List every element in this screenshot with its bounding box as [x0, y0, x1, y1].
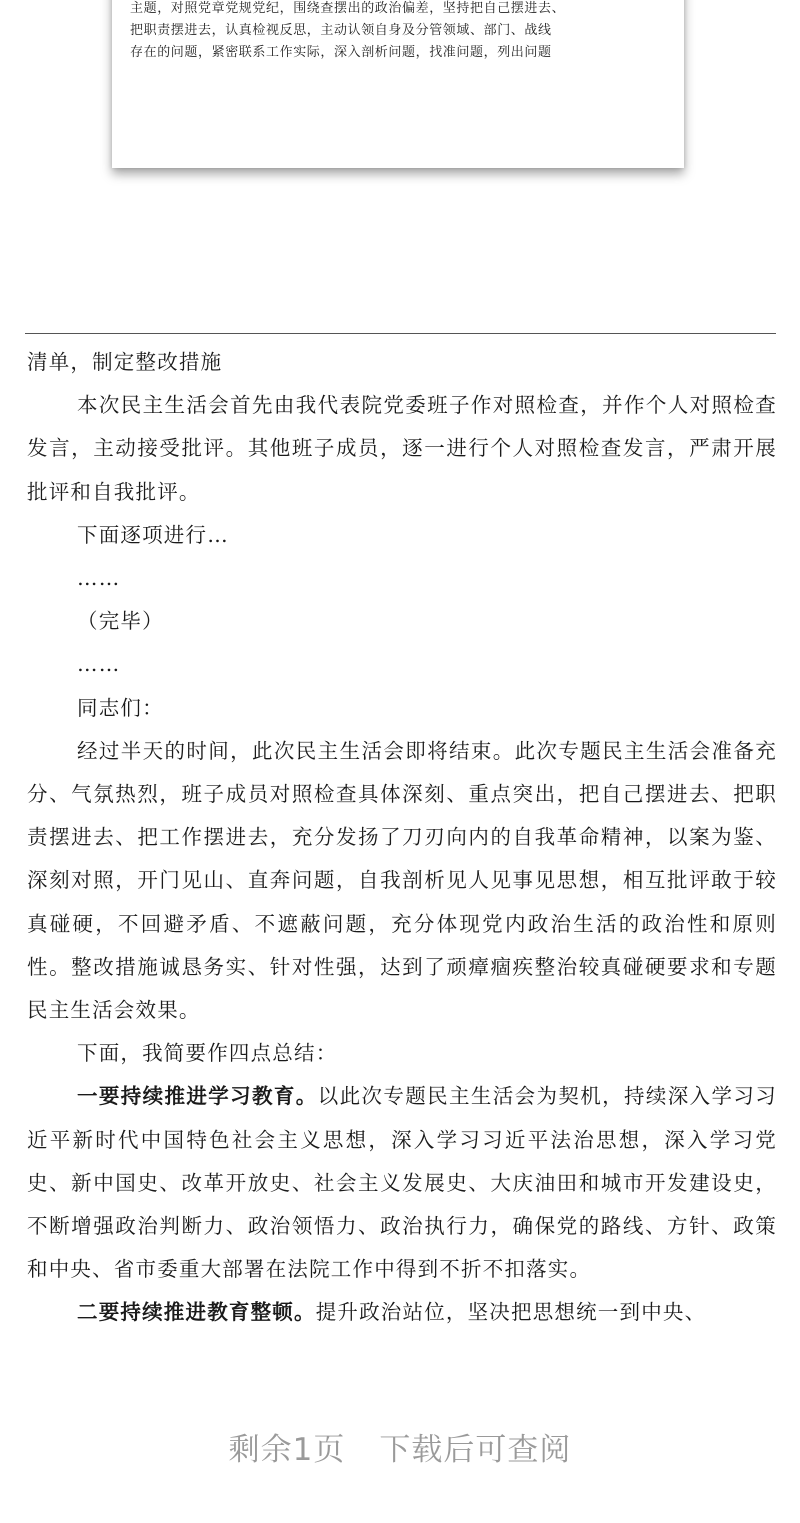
paragraph-text: 以此次专题民主生活会为契机，持续深入学习习近平新时代中国特色社会主义思想，深入学习习近平法治思想，深入学习党史、新中国史、改革开放史、社会主义发展史、大庆油田和城市开发建设史，不断增强政治判断力、政治领悟力、政治执行力，确保党的路线、方针、政策和中央、省市委重大部署在法院工作中得到不折不扣落实。: [27, 1084, 777, 1282]
paragraph: ……: [77, 652, 121, 677]
download-hint-label: 下载后可查阅: [379, 1432, 572, 1468]
preview-card: [112, 0, 684, 168]
paragraph-text: 提升政治站位，坚决把思想统一到中央、: [315, 1300, 707, 1325]
paragraph: 经过半天的时间，此次民主生活会即将结束。此次专题民主生活会准备充分、气氛热烈，班子成员对照检查具体深刻、重点突出，把自己摆进去、把职责摆进去、把工作摆进去，充分发扬了刀刃向内的自我革命精神，以案为鉴、深刻对照，开门见山、直奔问题，自我剖析见人见事见思想，相互批评敢于较真碰硬，不回避矛盾、不遮蔽问题，充分体现党内政治生活的政治性和原则性。整改措施诚恳务实、针对性强，达到了顽瘴痼疾整治较真碰硬要求和专题民主生活会效果。: [27, 738, 777, 1023]
preview-line: 主题，对照党章党规党纪，围绕查摆出的政治偏差，坚持把自己摆进去、: [130, 1, 566, 16]
preview-line: 存在的问题，紧密联系工作实际，深入剖析问题，找准问题，列出问题: [130, 45, 552, 60]
paragraph: [27, 1075, 777, 1291]
section-heading: 一要持续推进学习教育。: [77, 1084, 318, 1109]
download-prompt[interactable]: [0, 1424, 800, 1469]
remaining-pages-label: 剩余1页: [228, 1432, 346, 1468]
paragraph: 本次民主生活会首先由我代表院党委班子作对照检查，并作个人对照检查发言，主动接受批评。其他班子成员，逐一进行个人对照检查发言，严肃开展批评和自我批评。: [27, 393, 777, 504]
document-body: [27, 341, 777, 1335]
paragraph: 同志们：: [77, 695, 164, 720]
paragraph: [27, 1291, 777, 1334]
paragraph: 清单，制定整改措施: [27, 350, 223, 374]
page-divider: [25, 333, 776, 334]
paragraph: ……: [77, 566, 121, 591]
paragraph: 下面，我简要作四点总结：: [77, 1041, 338, 1066]
paragraph: （完毕）: [77, 609, 164, 634]
section-heading: 二要持续推进教育整顿。: [77, 1300, 316, 1325]
preview-line: 把职责摆进去，认真检视反思，主动认领自身及分管领域、部门、战线: [130, 23, 552, 38]
paragraph: 下面逐项进行…: [77, 522, 229, 547]
